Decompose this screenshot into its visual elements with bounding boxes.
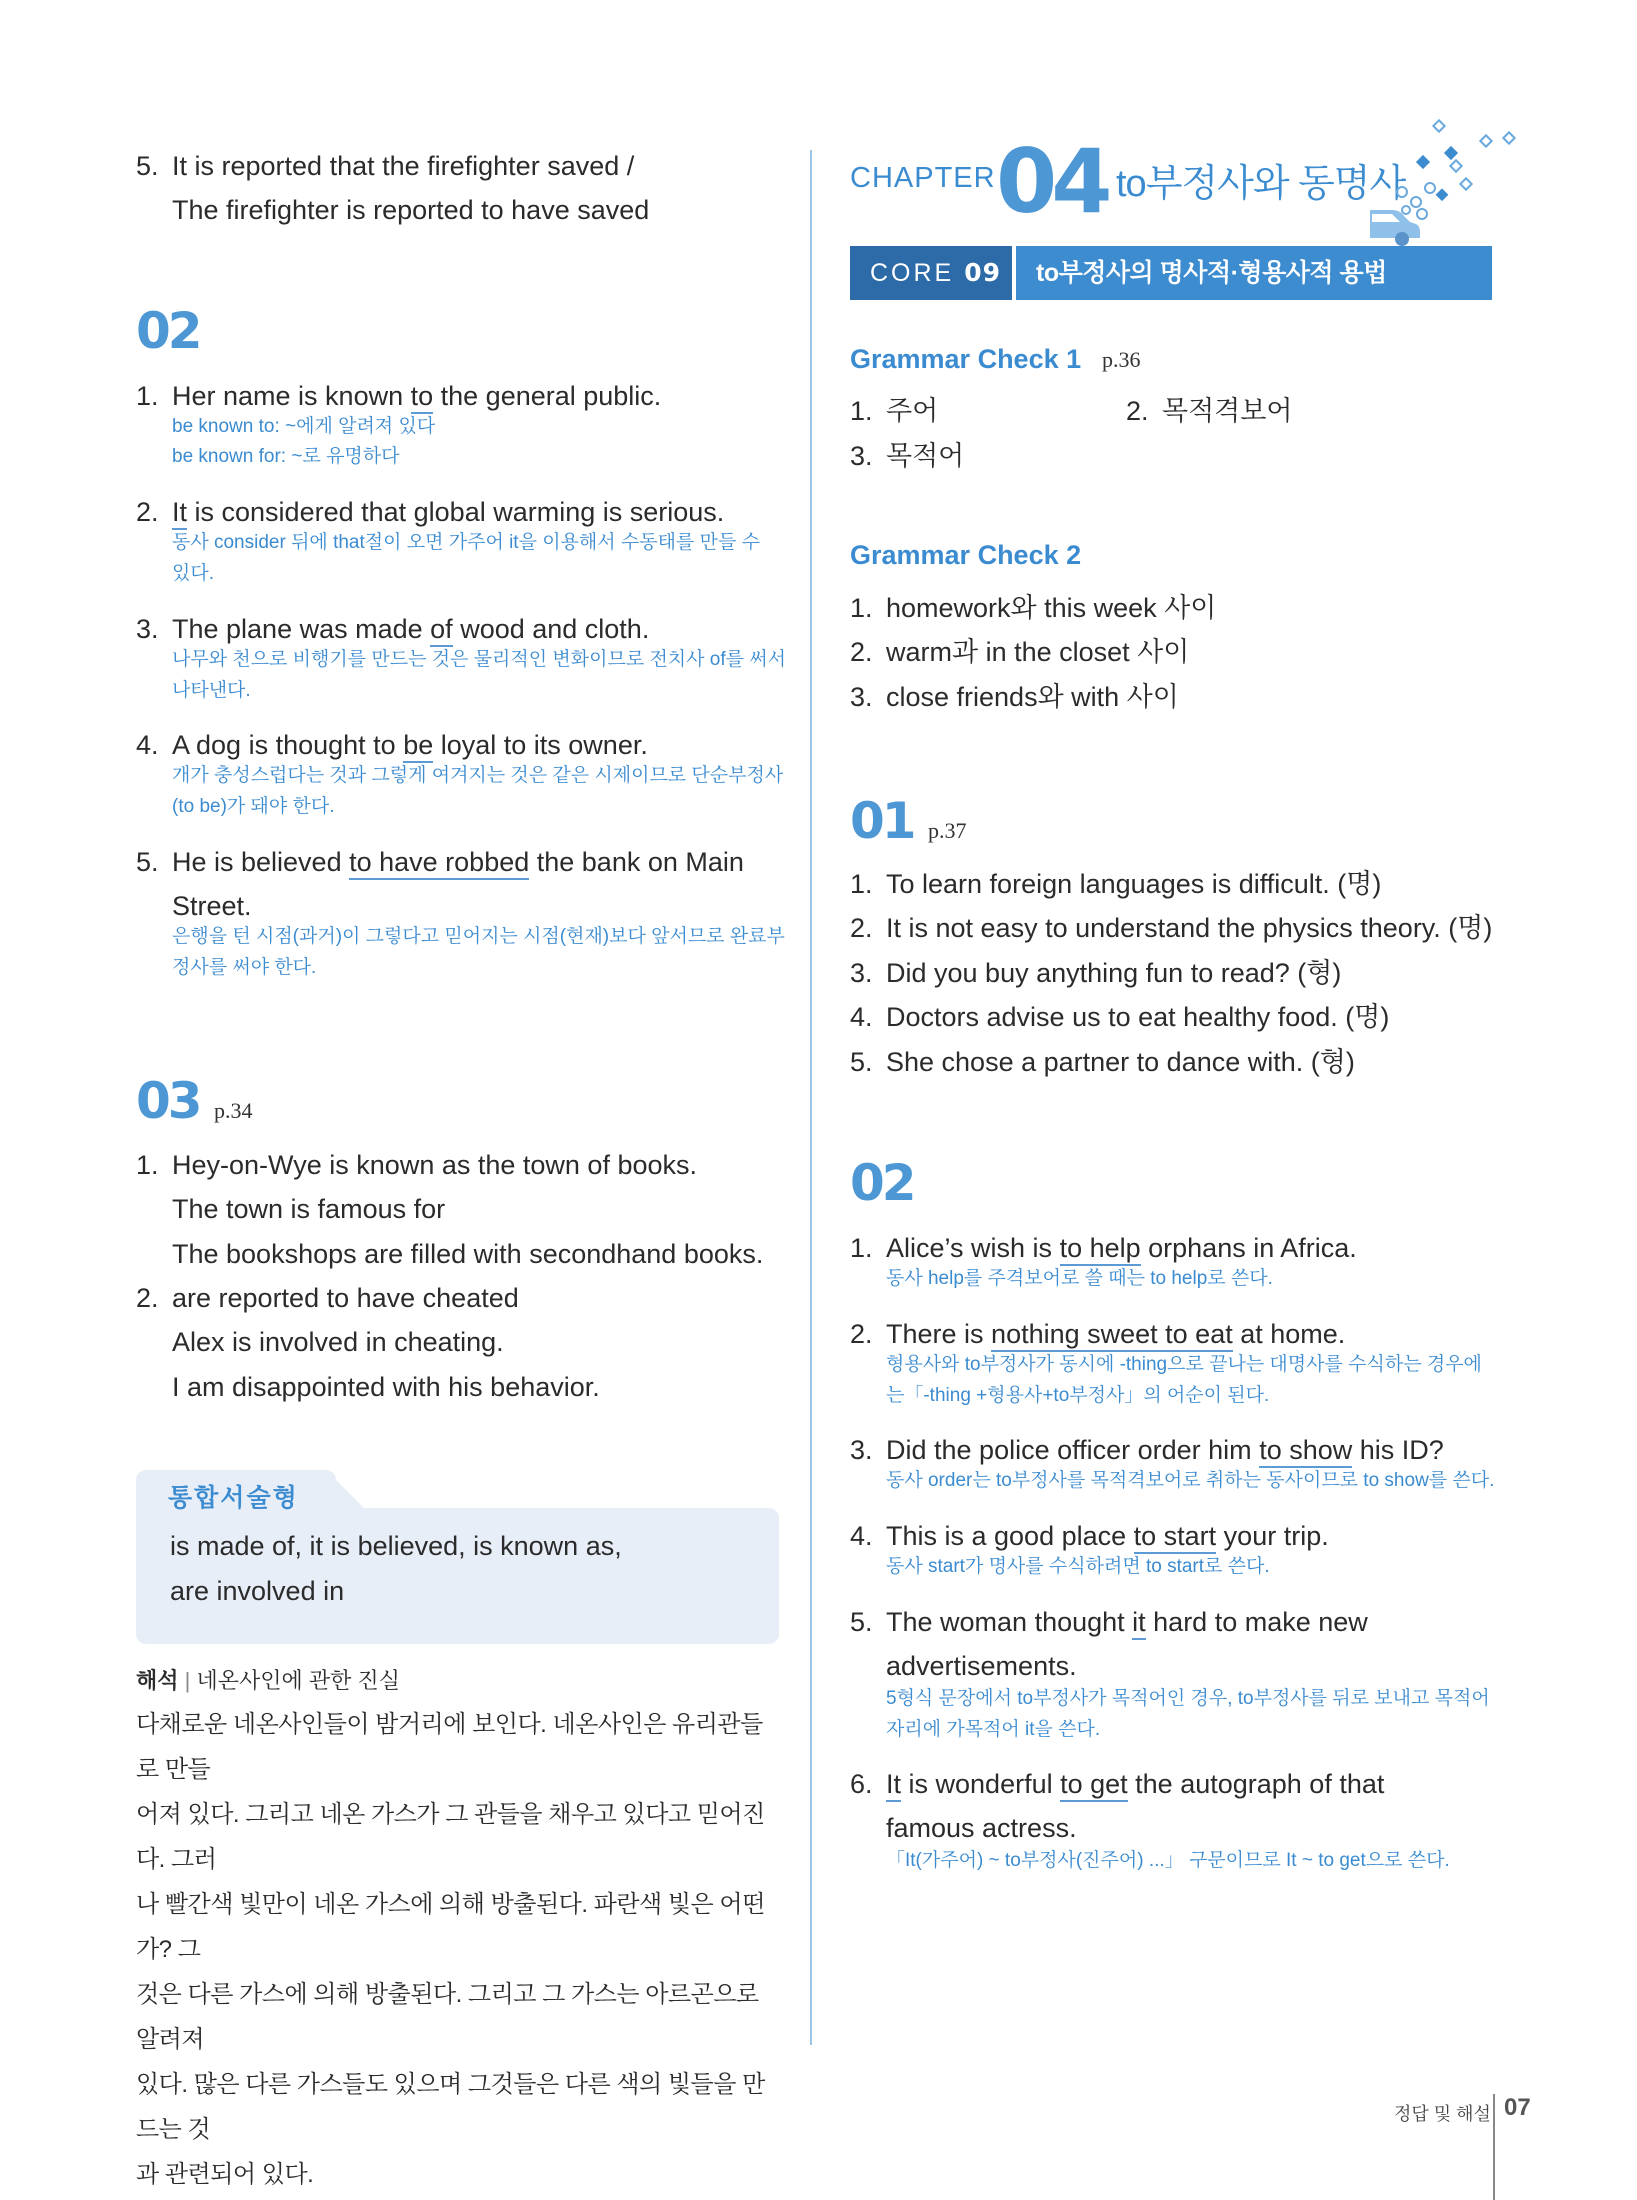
answer-item: 3. The plane was made of wood and cloth. [136,607,649,651]
page-reference: p.36 [1102,347,1141,372]
translation-subject: 네온사인에 관한 진실 [196,1668,400,1693]
underlined-answer: it [1132,1607,1146,1640]
answer-item: 5. She chose a partner to dance with. (형) [850,1047,1355,1077]
explanation: 형용사와 to부정사가 동시에 -thing으로 끝나는 대명사를 수식하는 경우에 [886,1354,1482,1375]
answer-item: 1. homework와 this week 사이 [850,593,1217,623]
car-bubbles-illustration [1370,110,1630,250]
answer-item: 2. warm과 in the closet 사이 [850,637,1190,667]
explanation: 나타낸다. [172,680,251,701]
underlined-answer: to [411,381,434,414]
section-heading-02: 02 [136,302,200,360]
core-separator [1012,246,1016,300]
chapter-title: to부정사와 동명사 [1116,163,1406,205]
item-number: 5. [136,151,159,181]
underlined-answer: of [430,614,453,647]
translation-title: 해석 | 네온사인에 관한 진실 [136,1668,400,1693]
explanation: 은행을 턴 시점(과거)이 그렇다고 믿어지는 시점(현재)보다 앞서므로 완료부 [172,926,785,947]
underlined-answer: to have robbed [349,847,529,880]
chapter-number: 04 [996,130,1107,233]
underlined-answer: It [172,497,187,530]
chapter-label: CHAPTER [850,162,996,194]
core-banner [850,246,1492,300]
footer-rule [1493,2094,1495,2200]
summary-line: are involved in [170,1576,345,1606]
answer-item: 3. Did the police officer order him to show his ID? [850,1428,1444,1472]
answer-line: The bookshops are filled with secondhand books. [172,1239,764,1269]
answer-item: 4. A dog is thought to be loyal to its owner. [136,723,648,767]
answer-item: 3. Did you buy anything fun to read? (형) [850,958,1342,988]
answer-item: 4. Doctors advise us to eat healthy food. (명) [850,1002,1390,1032]
answer-item: 3. close friends와 with 사이 [850,682,1179,712]
explanation: 개가 충성스럽다는 것과 그렇게 여겨지는 것은 같은 시제이므로 단순부정사 [172,765,784,786]
answer-line: Alex is involved in cheating. [172,1327,504,1357]
answer-item: 5. He is believed to have robbed the bank on Main Street. [136,847,744,921]
section-heading-02: 02 [850,1154,914,1212]
explanation: 5형식 문장에서 to부정사가 목적어인 경우, to부정사를 뒤로 보내고 목적어 [886,1688,1490,1709]
explanation: 동사 order는 to부정사를 목적격보어로 취하는 동사이므로 to show를 쓴다. [886,1470,1495,1491]
underlined-answer: to start [1134,1521,1217,1554]
answer-line: 2. are reported to have cheated [136,1283,519,1313]
answer-item: 3. 목적어 [850,441,965,471]
underlined-answer: It [886,1769,901,1802]
answer-item: 6. It is wonderful to get the autograph of that famous actress. [850,1769,1385,1843]
answer-item: 1. To learn foreign languages is difficult. (명) [850,869,1382,899]
explanation: 동사 help를 주격보어로 쓸 때는 to help로 쓴다. [886,1268,1273,1289]
summary-text [170,1524,770,1614]
explanation: 「It(가주어) ~ to부정사(진주어) ...」 구문이므로 It ~ to get으로 쓴다. [886,1850,1450,1871]
answer-item: 2. There is nothing sweet to eat at home. [850,1312,1345,1356]
answer-item: 1. Alice’s wish is to help orphans in Africa. [850,1226,1357,1270]
core-number: 09 [964,258,1001,287]
explanation: be known to: ~에게 알려져 있다 [172,416,436,437]
explanation: 정사를 써야 한다. [172,957,317,978]
answer-item: 1. Her name is known to the general public. [136,374,661,418]
explanation: 동사 start가 명사를 수식하려면 to start로 쓴다. [886,1556,1270,1577]
answer-line: 1. Hey-on-Wye is known as the town of books. [136,1150,697,1180]
answer-item: 2. 목적격보어 [1126,396,1293,426]
underlined-answer: to help [1060,1233,1141,1266]
page-reference: p.34 [214,1098,253,1123]
underlined-answer: to get [1060,1769,1128,1802]
explanation: 나무와 천으로 비행기를 만드는 것은 물리적인 변화이므로 전치사 of를 써서 [172,649,786,670]
translation-label: 해석 [136,1668,179,1693]
underlined-answer: be [403,730,433,763]
summary-line: is made of, it is believed, is known as, [170,1531,622,1561]
grammar-check-1-title: Grammar Check 1 [850,344,1082,374]
footer-label: 정답 및 해설 [1394,2104,1491,2124]
answer-item: 2. It is considered that global warming is serious. [136,490,724,534]
summary-title: 통합서술형 [168,1484,299,1512]
section-heading-03: 03 [136,1072,200,1130]
item-text-line2: The firefighter is reported to have saved [172,195,650,225]
answer-line: The town is famous for [172,1194,446,1224]
answer-item: 5. The woman thought it hard to make new advertisements. [850,1607,1368,1681]
core-label: CORE 09 [850,246,1012,300]
underlined-answer: to show [1259,1435,1352,1468]
translation-body: 다채로운 네온사인들이 밤거리에 보인다. 네온사인은 유리관들로 만들 어져 있다. 그리고 네온 가스가 그 관들을 채우고 있다고 믿어진다. 그러 나 빨간색 빛만이 네온 가스에 의해 방출된다. 파란색 빛은 어떤가? 그 것은 다른 가스에 의해 방출된다. 그리고 그 가스는 아르곤으로 알려져 있다. 많은 다른 가스들도 있으며 그것들은 다른 색의 빛들을 만드는 것 과 관련되어 있다. [136,1711,765,2188]
explanation: (to be)가 돼야 한다. [172,796,335,817]
explanation: 동사 consider 뒤에 that절이 오면 가주어 it을 이용해서 수동태를 만들 수 [172,532,760,553]
explanation: 있다. [172,563,214,584]
item-text: It is reported that the firefighter saved / [172,151,635,181]
grammar-check-2-title: Grammar Check 2 [850,540,1082,570]
column-divider [810,150,812,2045]
page-number: 07 [1504,2094,1531,2121]
answer-item: 1. 주어 [850,396,939,426]
section-heading-01: 01 [850,792,914,850]
explanation: be known for: ~로 유명하다 [172,446,400,467]
answer-item [136,144,649,232]
answer-item: 4. This is a good place to start your trip. [850,1514,1329,1558]
core-title: to부정사의 명사적·형용사적 용법 [1036,259,1387,287]
explanation: 자리에 가목적어 it을 쓴다. [886,1719,1101,1740]
page-reference: p.37 [928,818,967,843]
explanation: 는「-thing +형용사+to부정사」의 어순이 된다. [886,1385,1270,1406]
underlined-answer: nothing sweet to eat [991,1319,1233,1352]
answer-line: I am disappointed with his behavior. [172,1372,600,1402]
answer-item: 2. It is not easy to understand the physics theory. (명) [850,913,1493,943]
